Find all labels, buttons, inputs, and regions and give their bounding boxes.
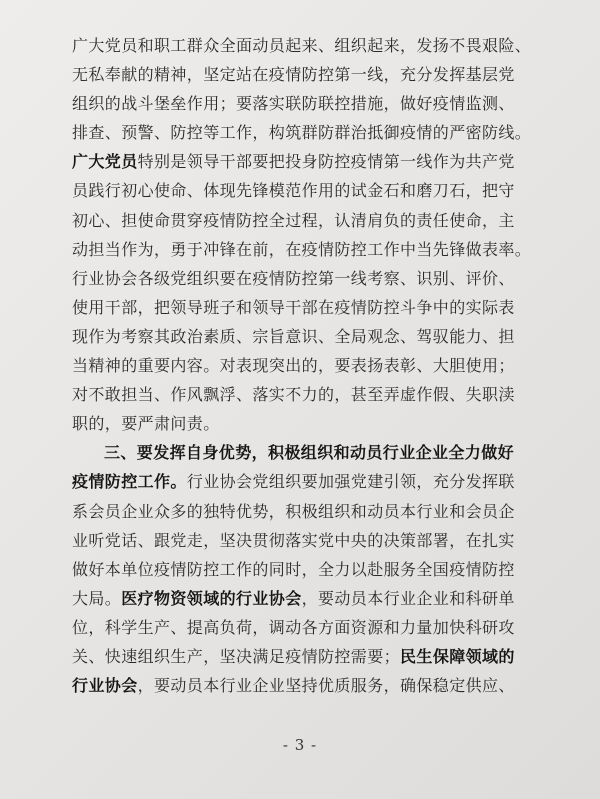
text-line [72,467,542,496]
text-line [72,438,542,467]
body-text [72,31,542,700]
text-run: 对不敢担当、作风飘浮、落实不力的，甚至弄虚作假、失职渎 [72,385,515,405]
bold-text-run: 民生保障领域的 [400,646,515,666]
bold-text-run: 广大党员 [72,152,138,172]
page-number: - 3 - [282,736,318,754]
text-run: 关、快速组织生产，坚决满足疫情防控需要； [72,646,401,666]
text-run: 排查、预警、防控等工作，构筑群防群治抵御疫情的严密防线。 [72,123,532,143]
text-run: 位，科学生产、提高负荷，调动各方面资源和力量加快科研攻 [72,617,515,637]
text-line [72,671,542,700]
text-line [72,206,542,235]
text-run: ，要动员本行业企业和科研单 [301,588,515,608]
text-line [72,322,542,351]
text-run: 员践行初心使命、体现先锋模范作用的试金石和磨刀石，把守 [72,181,515,201]
text-run: 职的，要严肃问责。 [72,414,220,434]
text-line [72,642,542,671]
text-line [72,293,542,322]
bold-text-run: 疫情防控工作。 [72,472,187,492]
text-run: 广大党员和职工群众全面动员起来、组织起来，发扬不畏艰险、 [72,36,532,55]
text-line [72,584,542,613]
text-line [72,147,542,176]
text-run: 组织的战斗堡垒作用；要落实联防联控措施，做好疫情监测、 [72,94,515,114]
text-run: 动担当作为，勇于冲锋在前，在疫情防控工作中当先锋做表率。 [72,239,532,259]
text-run: 当精神的重要内容。对表现突出的，要表扬表彰、大胆使用； [72,356,515,376]
text-run: 使用干部，把领导班子和领导干部在疫情防控斗争中的实际表 [72,297,515,317]
text-run: 大局。 [72,588,122,608]
text-run: 行业协会党组织要加强党建引领，充分发挥联 [186,472,515,492]
text-line [72,60,542,89]
text-run: 特别是领导干部要把投身防控疫情第一线作为共产党 [137,152,515,172]
bold-text-run: 行业协会 [72,676,138,696]
text-line [72,526,542,555]
text-line [72,497,542,526]
text-line [72,89,542,118]
text-run: 无私奉献的精神，坚定站在疫情防控第一线，充分发挥基层党 [72,65,515,85]
text-run: 初心、担使命贯穿疫情防控全过程，认清肩负的责任使命，主 [72,210,515,230]
text-line [72,380,542,409]
text-line [72,235,542,264]
text-run: ，要动员本行业企业坚持优质服务，确保稳定供应、 [137,676,515,696]
text-run: 做好本单位疫情防控工作的同时，全力以赴服务全国疫情防控 [72,559,515,579]
bold-text-run: 三、要发挥自身优势，积极组织和动员行业企业全力做好 [104,443,515,463]
text-line [72,555,542,584]
text-line [72,176,542,205]
text-run: 行业协会各级党组织要在疫情防控第一线考察、识别、评价、 [72,268,515,288]
text-line [72,409,542,438]
bold-text-run: 医疗物资领域的行业协会 [121,588,302,608]
text-line [72,351,542,380]
text-line [72,31,542,60]
text-run: 系会员企业众多的独特优势，积极组织和动员本行业和会员企 [72,501,515,521]
text-run: 业听党话、跟党走，坚决贯彻落实党中央的决策部署，在扎实 [72,530,515,550]
text-line [72,264,542,293]
text-line [72,118,542,147]
text-run: 现作为考察其政治素质、宗旨意识、全局观念、驾驭能力、担 [72,326,515,346]
text-line [72,613,542,642]
